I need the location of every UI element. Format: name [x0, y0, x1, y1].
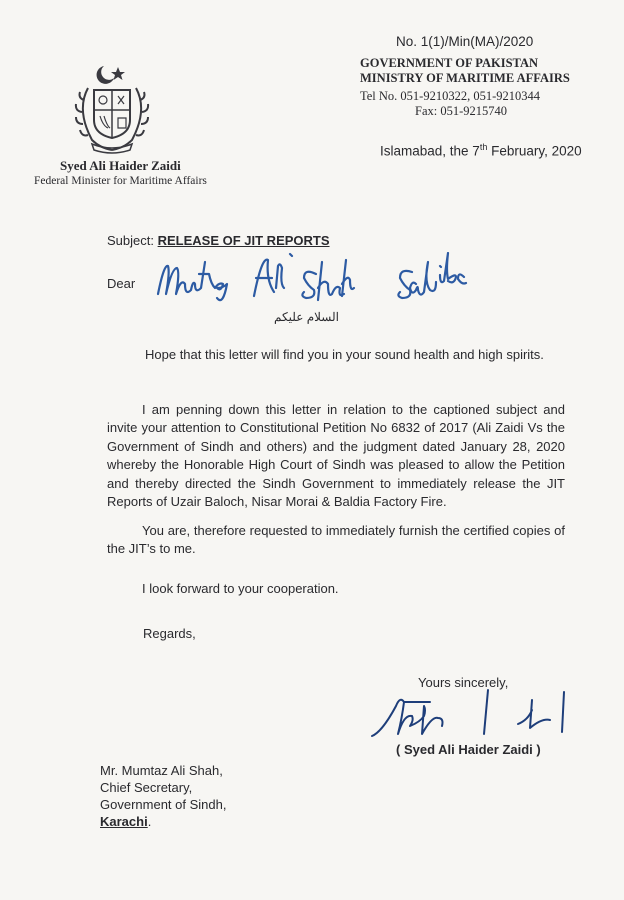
- minister-name: Syed Ali Haider Zaidi: [60, 158, 181, 173]
- body-paragraph-2: I am penning down this letter in relation to the captioned subject and invite your attention to Constitutional Petition No 6832 of 2017 (Ali Zaidi Vs the Government of Sindh and others) and the judgment dated January 28, 2020 whereby the Honorable High Court of Sindh was pleased to allow the Petition and thereby directed the Sindh Government to immediately release the JIT Reports of Uzair Baloch, Nisar Morai & Baldia Factory Fire.: [107, 402, 565, 510]
- reference-number: No. 1(1)/Min(MA)/2020: [396, 34, 534, 49]
- body-paragraph-1: Hope that this letter will find you in your sound health and high spirits.: [145, 347, 544, 362]
- signature-icon: [368, 684, 578, 744]
- salutation-dear: Dear: [107, 276, 136, 291]
- handwritten-addressee-name: [150, 252, 510, 312]
- subject-label: Subject:: [107, 233, 154, 248]
- state-emblem-icon: [70, 60, 154, 156]
- tel-numbers: Tel No. 051-9210322, 051-9210344: [360, 89, 541, 103]
- body-paragraph-3: You are, therefore requested to immediately furnish the certified copies of the JIT’s to me.: [107, 523, 565, 557]
- addressee-city-suffix: .: [147, 814, 152, 829]
- yours-sincerely: Yours sincerely,: [418, 675, 509, 690]
- date-superscript: th: [479, 142, 488, 152]
- urdu-greeting: السلام علیکم: [274, 310, 339, 324]
- addressee-name: Mr. Mumtaz Ali Shah,: [100, 763, 223, 778]
- letterhead-contact: [360, 89, 540, 119]
- letter-date: [380, 142, 582, 159]
- signatory-name: ( Syed Ali Haider Zaidi ): [396, 742, 541, 757]
- addressee-office: Government of Sindh,: [100, 797, 227, 812]
- fax-number: Fax: 051-9215740: [415, 104, 508, 118]
- addressee-city: Karachi: [100, 814, 148, 829]
- addressee-designation: Chief Secretary,: [100, 780, 193, 795]
- addressee-block: [100, 762, 226, 830]
- body-paragraph-4: I look forward to your cooperation.: [142, 581, 339, 596]
- subject-text: RELEASE OF JIT REPORTS: [157, 233, 330, 248]
- regards: Regards,: [143, 626, 196, 641]
- subject-line: [107, 233, 330, 248]
- ministry-name: MINISTRY OF MARITIME AFFAIRS: [360, 71, 570, 85]
- date-prefix: Islamabad, the 7: [380, 143, 480, 159]
- minister-title: Federal Minister for Maritime Affairs: [34, 175, 207, 187]
- letterhead-org: [360, 56, 570, 86]
- date-suffix: February, 2020: [487, 143, 582, 159]
- addressee-city-line: [100, 813, 226, 830]
- government-name: GOVERNMENT OF PAKISTAN: [360, 56, 539, 70]
